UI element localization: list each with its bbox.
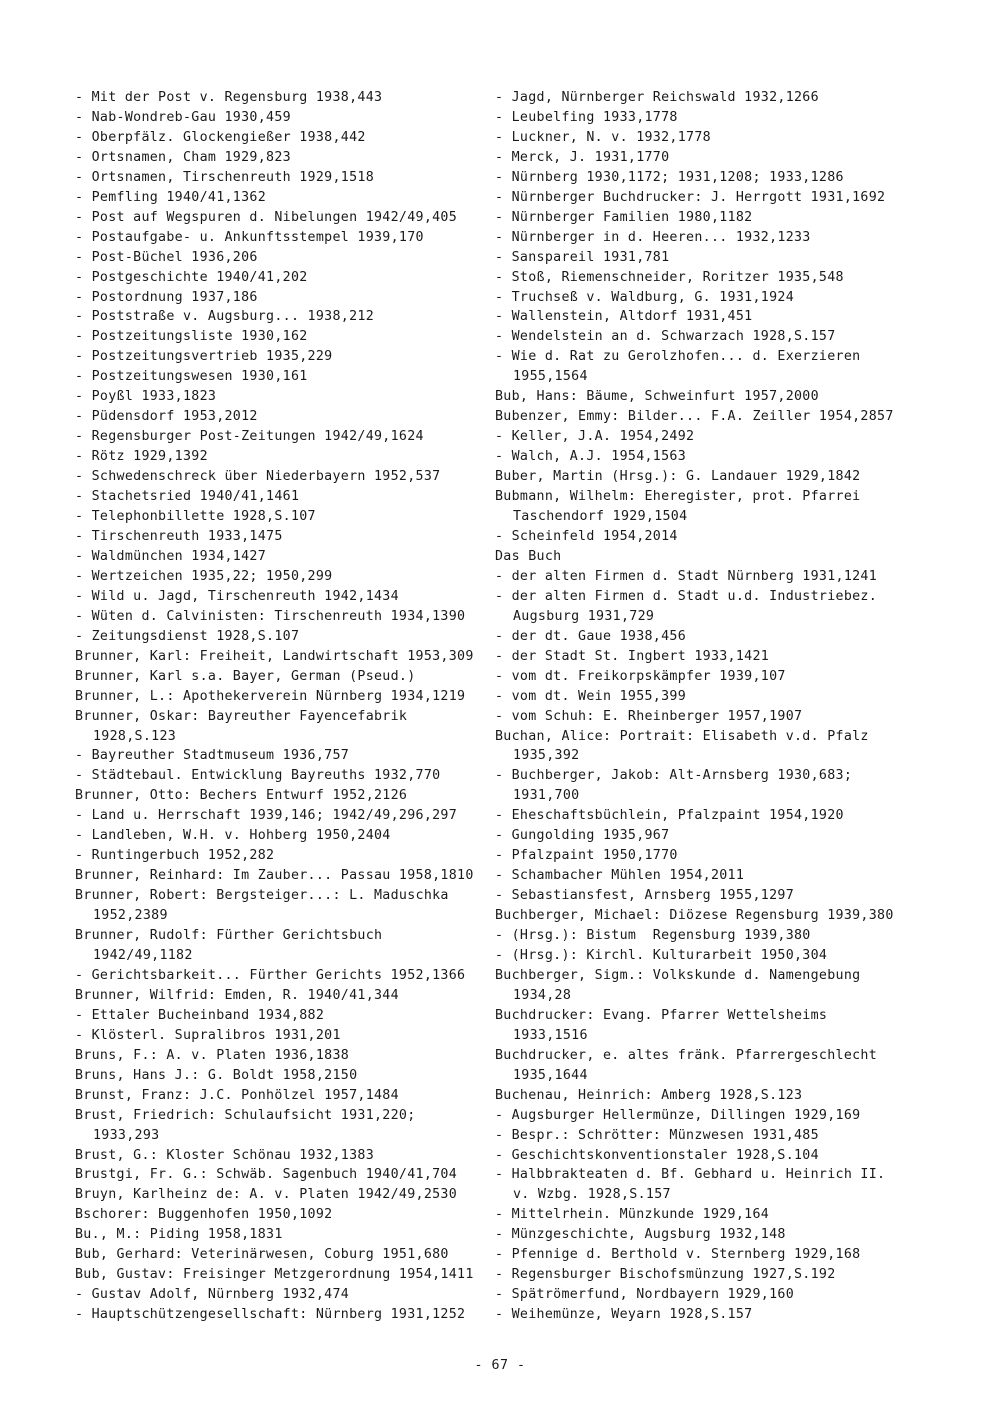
- index-entry-continuation: 1928,S.123: [93, 728, 177, 744]
- index-entry-subentry: - Hauptschützengesellschaft: Nürnberg 1931,1252: [75, 1307, 466, 1323]
- index-entry-subentry: - Sebastiansfest, Arnsberg 1955,1297: [495, 888, 794, 904]
- index-entry-continuation: 1933,293: [93, 1127, 160, 1143]
- index-entry-heading: Bruns, Hans J.: G. Boldt 1958,2150: [75, 1067, 358, 1083]
- index-entry-subentry: - Leubelfing 1933,1778: [495, 109, 678, 125]
- index-entry-continuation: Taschendorf 1929,1504: [513, 509, 688, 525]
- index-entry-subentry: - Telephonbillette 1928,S.107: [75, 509, 316, 525]
- index-entry-subentry: - Weihemünze, Weyarn 1928,S.157: [495, 1307, 753, 1323]
- index-entry-continuation: 1942/49,1182: [93, 947, 193, 963]
- index-entry-subentry: - Ortsnamen, Cham 1929,823: [75, 149, 291, 165]
- index-entry-heading: Bub, Gustav: Freisinger Metzgerordnung 1954,1411: [75, 1267, 474, 1283]
- index-entry-heading: Brunner, Rudolf: Fürther Gerichtsbuch: [75, 928, 383, 944]
- index-entry-heading: Buber, Martin (Hrsg.): G. Landauer 1929,1842: [495, 469, 861, 485]
- index-entry-subentry: - Städtebaul. Entwicklung Bayreuths 1932,770: [75, 768, 441, 784]
- index-entry-heading: Bruns, F.: A. v. Platen 1936,1838: [75, 1047, 350, 1063]
- index-entry-subentry: - Truchseß v. Waldburg, G. 1931,1924: [495, 289, 794, 305]
- index-entry-subentry: - der alten Firmen d. Stadt u.d. Industriebez.: [495, 588, 878, 604]
- index-entry-subentry: - Spätrömerfund, Nordbayern 1929,160: [495, 1287, 794, 1303]
- index-entry-subentry: - Ortsnamen, Tirschenreuth 1929,1518: [75, 169, 374, 185]
- index-entry-subentry: - Schambacher Mühlen 1954,2011: [495, 868, 745, 884]
- index-entry-subentry: - (Hrsg.): Bistum Regensburg 1939,380: [495, 928, 811, 944]
- index-entry-subentry: - Postzeitungswesen 1930,161: [75, 369, 308, 385]
- index-entry-subentry: - Jagd, Nürnberger Reichswald 1932,1266: [495, 90, 819, 105]
- index-entry-subentry: - Bespr.: Schrötter: Münzwesen 1931,485: [495, 1127, 819, 1143]
- index-entry-subentry: - Postgeschichte 1940/41,202: [75, 269, 308, 285]
- index-entry-subentry: - der alten Firmen d. Stadt Nürnberg 1931,1241: [495, 568, 878, 584]
- index-entry-subentry: - (Hrsg.): Kirchl. Kulturarbeit 1950,304: [495, 947, 828, 963]
- index-entry-subentry: - Regensburger Post-Zeitungen 1942/49,1624: [75, 429, 424, 445]
- index-entry-subentry: - Post auf Wegspuren d. Nibelungen 1942/49,405: [75, 209, 458, 225]
- index-entry-heading: Brunner, Robert: Bergsteiger...: L. Maduschka: [75, 888, 449, 904]
- index-entry-continuation: v. Wzbg. 1928,S.157: [513, 1187, 671, 1203]
- index-entry-heading: Bubenzer, Emmy: Bilder... F.A. Zeiller 1954,2857: [495, 409, 894, 425]
- index-entry-subentry: - Postordnung 1937,186: [75, 289, 258, 305]
- index-entry-subentry: - Wendelstein an d. Schwarzach 1928,S.157: [495, 329, 836, 345]
- index-entry-heading: Buchberger, Sigm.: Volkskunde d. Namengebung: [495, 967, 861, 983]
- index-entry-subentry: - Buchberger, Jakob: Alt-Arnsberg 1930,683;: [495, 768, 853, 784]
- index-entry-continuation: 1935,1644: [513, 1067, 588, 1083]
- index-entry-subentry: - Mittelrhein. Münzkunde 1929,164: [495, 1207, 770, 1223]
- index-entry-subentry: - Nab-Wondreb-Gau 1930,459: [75, 109, 291, 125]
- index-entry-subentry: - Wallenstein, Altdorf 1931,451: [495, 309, 753, 325]
- index-entry-subentry: - Klösterl. Supralibros 1931,201: [75, 1027, 341, 1043]
- index-entry-subentry: - Stachetsried 1940/41,1461: [75, 489, 300, 505]
- index-entry-subentry: - Gerichtsbarkeit... Fürther Gerichts 1952,1366: [75, 967, 466, 983]
- index-entry-subentry: - vom dt. Wein 1955,399: [495, 688, 687, 704]
- index-entry-subentry: - Wie d. Rat zu Gerolzhofen... d. Exerzieren: [495, 349, 861, 365]
- index-entry-subentry: - Püdensdorf 1953,2012: [75, 409, 258, 425]
- left-column: [75, 88, 475, 1325]
- index-entry-subentry: - Halbbrakteaten d. Bf. Gebhard u. Heinrich II.: [495, 1167, 886, 1183]
- index-entry-heading: Bruyn, Karlheinz de: A. v. Platen 1942/49,2530: [75, 1187, 458, 1203]
- index-entry-subentry: - Keller, J.A. 1954,2492: [495, 429, 695, 445]
- index-entry-heading: Brunner, L.: Apothekerverein Nürnberg 1934,1219: [75, 688, 466, 704]
- index-entry-continuation: Augsburg 1931,729: [513, 608, 655, 624]
- index-entry-heading: Brunner, Karl: Freiheit, Landwirtschaft 1953,309: [75, 648, 474, 664]
- index-entry-subentry: - Münzgeschichte, Augsburg 1932,148: [495, 1227, 786, 1243]
- index-entry-subentry: - Postzeitungsliste 1930,162: [75, 329, 308, 345]
- index-entry-subentry: - der dt. Gaue 1938,456: [495, 628, 687, 644]
- index-entry-heading: Brunner, Karl s.a. Bayer, German (Pseud.): [75, 668, 416, 684]
- index-entry-subentry: - Bayreuther Stadtmuseum 1936,757: [75, 748, 350, 764]
- index-entry-heading: Bschorer: Buggenhofen 1950,1092: [75, 1207, 333, 1223]
- right-column: [495, 88, 915, 1325]
- index-entry-heading: Bubmann, Wilhelm: Eheregister, prot. Pfarrei: [495, 489, 861, 505]
- index-entry-subentry: - Nürnberger Buchdrucker: J. Herrgott 1931,1692: [495, 189, 886, 205]
- index-entry-subentry: - Pfennige d. Berthold v. Sternberg 1929,168: [495, 1247, 861, 1263]
- index-entry-subentry: - Eheschaftsbüchlein, Pfalzpaint 1954,1920: [495, 808, 844, 824]
- index-entry-subentry: - Schwedenschreck über Niederbayern 1952,537: [75, 469, 441, 485]
- index-entry-subentry: - Merck, J. 1931,1770: [495, 149, 670, 165]
- index-entry-continuation: 1933,1516: [513, 1027, 588, 1043]
- index-entry-subentry: - Postzeitungsvertrieb 1935,229: [75, 349, 333, 365]
- index-entry-continuation: 1934,28: [513, 987, 572, 1003]
- index-entry-heading: Bub, Gerhard: Veterinärwesen, Coburg 1951,680: [75, 1247, 449, 1263]
- index-entry-continuation: 1952,2389: [93, 908, 168, 924]
- index-entry-subentry: - Pemfling 1940/41,1362: [75, 189, 267, 205]
- index-entry-heading: Buchdrucker: Evang. Pfarrer Wettelsheims: [495, 1007, 828, 1023]
- index-entry-subentry: - Zeitungsdienst 1928,S.107: [75, 628, 300, 644]
- index-entry-subentry: - Waldmünchen 1934,1427: [75, 548, 267, 564]
- index-entry-heading: Brustgi, Fr. G.: Schwäb. Sagenbuch 1940/41,704: [75, 1167, 458, 1183]
- index-entry-subentry: - Landleben, W.H. v. Hohberg 1950,2404: [75, 828, 391, 844]
- index-entry-heading: Brunner, Reinhard: Im Zauber... Passau 1958,1810: [75, 868, 474, 884]
- index-entry-subentry: - Gungolding 1935,967: [495, 828, 670, 844]
- index-entry-heading: Buchdrucker, e. altes fränk. Pfarrergeschlecht: [495, 1047, 878, 1063]
- page-number: - 67 -: [474, 1358, 526, 1373]
- index-entry-subentry: - der Stadt St. Ingbert 1933,1421: [495, 648, 770, 664]
- index-entry-heading: Brust, Friedrich: Schulaufsicht 1931,220;: [75, 1107, 416, 1123]
- index-entry-continuation: 1955,1564: [513, 369, 588, 385]
- index-entry-heading: Brunner, Oskar: Bayreuther Fayencefabrik: [75, 708, 408, 724]
- index-entry-subentry: - Augsburger Hellermünze, Dillingen 1929,169: [495, 1107, 861, 1123]
- index-entry-heading: Brunner, Otto: Bechers Entwurf 1952,2126: [75, 788, 408, 804]
- index-entry-subentry: - Poststraße v. Augsburg... 1938,212: [75, 309, 374, 325]
- index-entry-continuation: 1931,700: [513, 788, 580, 804]
- index-entry-subentry: - Luckner, N. v. 1932,1778: [495, 129, 711, 145]
- index-entry-subentry: - Tirschenreuth 1933,1475: [75, 528, 283, 544]
- index-entry-heading: Brunst, Franz: J.C. Ponhölzel 1957,1484: [75, 1087, 399, 1103]
- index-entry-subentry: - Walch, A.J. 1954,1563: [495, 449, 687, 465]
- index-entry-subentry: - Land u. Herrschaft 1939,146; 1942/49,296,297: [75, 808, 458, 824]
- index-entry-subentry: - Scheinfeld 1954,2014: [495, 528, 678, 544]
- index-entry-heading: Brunner, Wilfrid: Emden, R. 1940/41,344: [75, 987, 399, 1003]
- index-entry-subentry: - Mit der Post v. Regensburg 1938,443: [75, 90, 383, 105]
- index-entry-heading: Buchan, Alice: Portrait: Elisabeth v.d. Pfalz: [495, 728, 869, 744]
- index-entry-subentry: - Postaufgabe- u. Ankunftsstempel 1939,170: [75, 229, 424, 245]
- index-entry-subentry: - Nürnberg 1930,1172; 1931,1208; 1933,1286: [495, 169, 844, 185]
- index-entry-subentry: - Wüten d. Calvinisten: Tirschenreuth 1934,1390: [75, 608, 466, 624]
- index-entry-heading: Buchenau, Heinrich: Amberg 1928,S.123: [495, 1087, 803, 1103]
- index-entry-heading: Bub, Hans: Bäume, Schweinfurt 1957,2000: [495, 389, 819, 405]
- index-entry-subentry: - Post-Büchel 1936,206: [75, 249, 258, 265]
- index-entry-subentry: - Nürnberger Familien 1980,1182: [495, 209, 753, 225]
- index-entry-heading: Das Buch: [495, 548, 562, 564]
- index-entry-subentry: - Stoß, Riemenschneider, Roritzer 1935,548: [495, 269, 844, 285]
- index-entry-subentry: - Pfalzpaint 1950,1770: [495, 848, 678, 864]
- index-entry-subentry: - Runtingerbuch 1952,282: [75, 848, 275, 864]
- index-entry-subentry: - Oberpfälz. Glockengießer 1938,442: [75, 129, 366, 145]
- index-entry-subentry: - Geschichtskonventionstaler 1928,S.104: [495, 1147, 819, 1163]
- index-entry-subentry: - vom Schuh: E. Rheinberger 1957,1907: [495, 708, 803, 724]
- index-entry-subentry: - Ettaler Bucheinband 1934,882: [75, 1007, 325, 1023]
- index-entry-subentry: - vom dt. Freikorpskämpfer 1939,107: [495, 668, 786, 684]
- index-entry-heading: Buchberger, Michael: Diözese Regensburg 1939,380: [495, 908, 894, 924]
- index-entry-subentry: - Poyßl 1933,1823: [75, 389, 217, 405]
- index-entry-subentry: - Gustav Adolf, Nürnberg 1932,474: [75, 1287, 350, 1303]
- index-entry-subentry: - Regensburger Bischofsmünzung 1927,S.192: [495, 1267, 836, 1283]
- index-entry-heading: Brust, G.: Kloster Schönau 1932,1383: [75, 1147, 374, 1163]
- index-entry-subentry: - Wild u. Jagd, Tirschenreuth 1942,1434: [75, 588, 399, 604]
- index-entry-subentry: - Rötz 1929,1392: [75, 449, 208, 465]
- index-entry-heading: Bu., M.: Piding 1958,1831: [75, 1227, 283, 1243]
- index-entry-subentry: - Nürnberger in d. Heeren... 1932,1233: [495, 229, 811, 245]
- index-entry-continuation: 1935,392: [513, 748, 580, 764]
- index-entry-subentry: - Wertzeichen 1935,22; 1950,299: [75, 568, 333, 584]
- index-entry-subentry: - Sanspareil 1931,781: [495, 249, 670, 265]
